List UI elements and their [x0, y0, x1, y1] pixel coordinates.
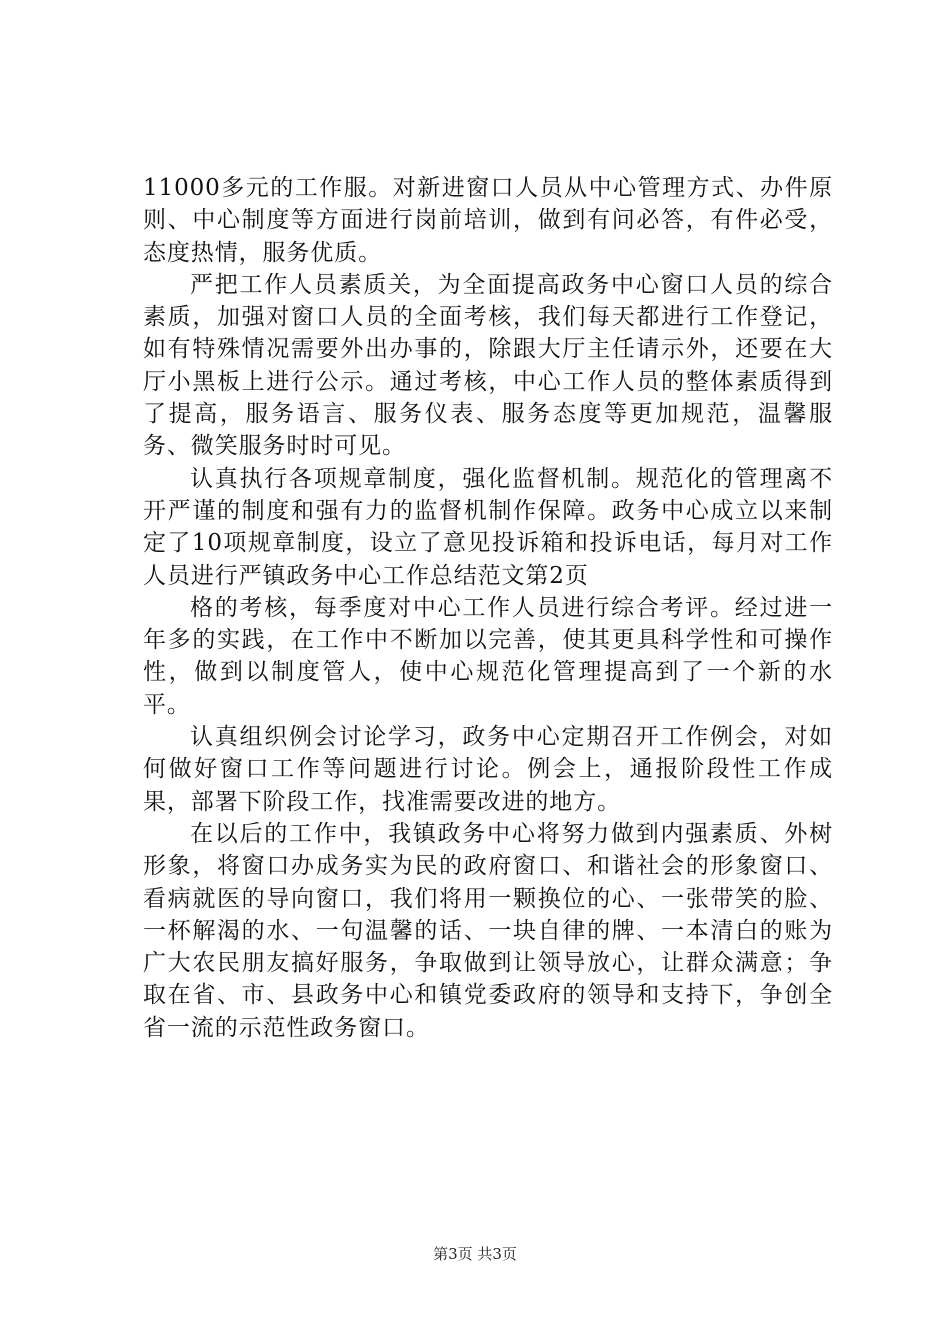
paragraph-3: 认真执行各项规章制度，强化监督机制。规范化的管理离不开严谨的制度和强有力的监督机制作保障。政务中心成立以来制定了10项规章制度，设立了意见投诉箱和投诉电话，每月对工作人员进行严镇政务中心工作总结范文第2页 — [143, 465, 833, 589]
document-body — [143, 172, 833, 1044]
paragraph-6: 在以后的工作中，我镇政务中心将努力做到内强素质、外树形象，将窗口办成务实为民的政府窗口、和谐社会的形象窗口、看病就医的导向窗口，我们将用一颗换位的心、一张带笑的脸、一杯解渴的水、一句温馨的话、一块自律的牌、一本清白的账为广大农民朋友搞好服务，争取做到让领导放心，让群众满意；争取在省、市、县政务中心和镇党委政府的领导和支持下，争创全省一流的示范性政务窗口。 — [143, 820, 833, 1041]
paragraph-2: 严把工作人员素质关，为全面提高政务中心窗口人员的综合素质，加强对窗口人员的全面考核，我们每天都进行工作登记，如有特殊情况需要外出办事的，除跟大厅主任请示外，还要在大厅小黑板上进行公示。通过考核，中心工作人员的整体素质得到了提高，服务语言、服务仪表、服务态度等更加规范，温馨服务、微笑服务时时可见。 — [143, 271, 833, 460]
paragraph-4: 格的考核，每季度对中心工作人员进行综合考评。经过进一年多的实践，在工作中不断加以完善，使其更具科学性和可操作性，做到以制度管人，使中心规范化管理提高到了一个新的水平。 — [143, 594, 833, 718]
paragraph-1: 11000多元的工作服。对新进窗口人员从中心管理方式、办件原则、中心制度等方面进行岗前培训，做到有问必答，有件必受，态度热情，服务优质。 — [143, 175, 833, 266]
paragraph-5: 认真组织例会讨论学习，政务中心定期召开工作例会，对如何做好窗口工作等问题进行讨论。例会上，通报阶段性工作成果，部署下阶段工作，找准需要改进的地方。 — [143, 724, 833, 815]
page-number-footer: 第3页 共3页 — [433, 1245, 517, 1263]
